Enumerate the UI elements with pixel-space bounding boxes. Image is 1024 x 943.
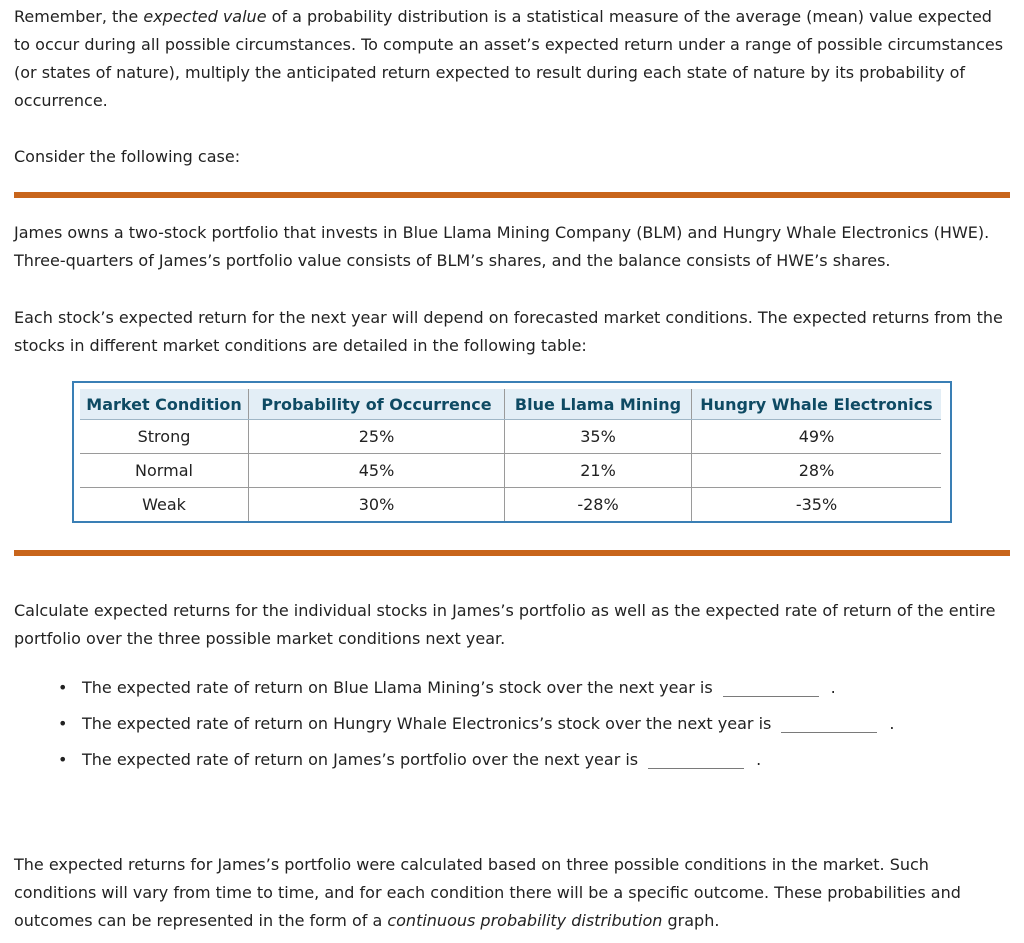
list-item [14, 746, 894, 782]
cell-condition: Strong [80, 420, 249, 454]
cell-blm-return: 21% [505, 454, 692, 488]
cell-hwe-return: 28% [692, 454, 942, 488]
cell-blm-return: 35% [505, 420, 692, 454]
returns-table-box [72, 381, 952, 523]
header-probability: Probability of Occurrence [249, 389, 505, 420]
bullet-icon: • [58, 714, 68, 733]
calculate-instructions: Calculate expected returns for the individual stocks in James’s portfolio as well as the expected rate of return of the entire portfolio over the three possible market conditions next year. [14, 601, 996, 648]
case-divider-bottom [14, 550, 1010, 556]
bullet-text: The expected rate of return on Hungry Whale Electronics’s stock over the next year is [82, 714, 772, 733]
intro-prefix: Remember, the [14, 7, 144, 26]
cell-probability: 45% [249, 454, 505, 488]
bullet-icon: • [58, 678, 68, 697]
table-row [80, 488, 941, 522]
cell-hwe-return: -35% [692, 488, 942, 522]
table-row [80, 420, 941, 454]
returns-table [80, 389, 941, 521]
hwe-return-answer-blank[interactable] [781, 714, 877, 733]
header-blue-llama: Blue Llama Mining [505, 389, 692, 420]
bullet-period: . [756, 750, 762, 769]
portfolio-return-answer-blank[interactable] [648, 750, 744, 769]
bullet-text: The expected rate of return on James’s portfolio over the next year is [82, 750, 639, 769]
header-hungry-whale: Hungry Whale Electronics [692, 389, 942, 420]
cell-probability: 25% [249, 420, 505, 454]
cell-blm-return: -28% [505, 488, 692, 522]
final-suffix: graph. [662, 911, 720, 930]
case-divider-top [14, 192, 1010, 198]
intro-suffix: of a probability distribution is a statistical measure of the average (mean) value expected to occur during all possible circumstances. To compute an asset’s expected return under a range of possible circumstances (or states of nature), multiply the anticipated return expected to result during each state of nature by its probability of occurrence. [14, 7, 1004, 110]
cell-probability: 30% [249, 488, 505, 522]
bullet-period: . [830, 678, 836, 697]
closing-paragraph [14, 851, 1010, 935]
final-prefix: The expected returns for James’s portfolio were calculated based on three possible conditions in the market. Such conditions will vary from time to time, and for each condition there will be a specific outcome. These probabilities and outcomes can be represented in the form of a [14, 855, 961, 930]
table-header-row [80, 389, 941, 420]
bullet-icon: • [58, 750, 68, 769]
table-row [80, 454, 941, 488]
case-james-paragraph: James owns a two-stock portfolio that invests in Blue Llama Mining Company (BLM) and Hungry Whale Electronics (HWE). Three-quarters of James’s portfolio value consists of BLM’s shares, and the balance consists of HWE’s shares. [14, 223, 990, 270]
list-item [14, 674, 894, 710]
answer-list [14, 674, 894, 782]
cell-hwe-return: 49% [692, 420, 942, 454]
consider-text: Consider the following case: [14, 147, 241, 166]
bullet-period: . [889, 714, 895, 733]
header-market-condition: Market Condition [80, 389, 249, 420]
bullet-text: The expected rate of return on Blue Llama Mining’s stock over the next year is [82, 678, 713, 697]
intro-term: expected value [143, 7, 267, 26]
cell-condition: Normal [80, 454, 249, 488]
final-term: continuous probability distribution [387, 911, 663, 930]
list-item [14, 710, 894, 746]
case-returns-paragraph: Each stock’s expected return for the next year will depend on forecasted market conditions. The expected returns from the stocks in different market conditions are detailed in the following table: [14, 308, 1003, 355]
blm-return-answer-blank[interactable] [723, 678, 819, 697]
cell-condition: Weak [142, 495, 186, 514]
intro-paragraph [14, 3, 1010, 115]
